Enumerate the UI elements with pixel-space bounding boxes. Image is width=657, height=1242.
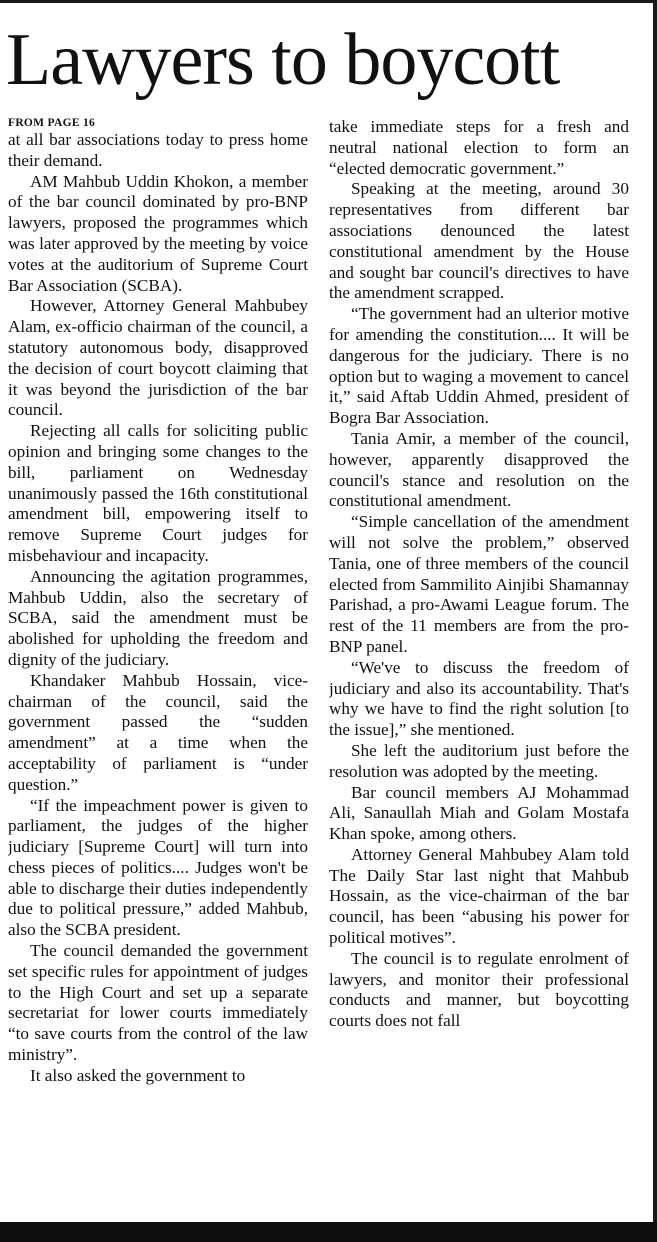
paragraph: “Simple cancellation of the amendment will not solve the problem,” observed Tania, one of three members of the council elected from Sammilito Ainjibi Shamannay Parishad, a pro-Awami League forum. The rest of the 11 members are from the pro-BNP panel. (329, 512, 629, 656)
paragraph: take immediate steps for a fresh and neutral national election to form an “elected democratic government.” (329, 117, 629, 178)
paragraph: Rejecting all calls for soliciting public opinion and bringing some changes to the bill, parliament on Wednesday unanimously passed the 16th constitutional amendment bill, empowering itself to remove Supreme Court judges for misbehaviour and incapacity. (8, 421, 308, 565)
bottom-border-rule (0, 1222, 657, 1242)
top-border-rule (0, 0, 657, 3)
paragraph: Khandaker Mahbub Hossain, vice-chairman of the council, said the government passed the “sudden amendment” at a time when the acceptability of parliament is “under question.” (8, 670, 308, 794)
paragraph: Speaking at the meeting, around 30 representatives from different bar associations denounced the latest constitutional amendment by the House and sought bar council's directives to have the amendment scrapped. (329, 179, 629, 303)
article-column-right (329, 117, 629, 1032)
paragraph: Attorney General Mahbubey Alam told The Daily Star last night that Mahbub Hossain, as the vice-chairman of the bar council, has been “abusing his power for political motives”. (329, 844, 629, 948)
dateline: FROM PAGE 16 (8, 117, 96, 129)
right-border-rule (653, 0, 657, 1222)
paragraph: Bar council members AJ Mohammad Ali, Sanaullah Miah and Golam Mostafa Khan spoke, among others. (329, 782, 629, 844)
paragraph: at all bar associations today to press home their demand. (8, 130, 308, 170)
paragraph: AM Mahbub Uddin Khokon, a member of the bar council dominated by pro-BNP lawyers, proposed the programmes which was later approved by the meeting by voice votes at the auditorium of Supreme Court Bar Association (SCBA). (8, 171, 308, 295)
paragraph: The council demanded the government set specific rules for appointment of judges to the High Court and set up a separate secretariat for lower courts immediately “to save courts from the control of the law ministry”. (8, 941, 308, 1065)
paragraph: She left the auditorium just before the resolution was adopted by the meeting. (329, 740, 629, 781)
paragraph: “We've to discuss the freedom of judiciary and also its accountability. That's why we have to find the right solution [to the issue],” she mentioned. (329, 657, 629, 740)
paragraph: The council is to regulate enrolment of lawyers, and monitor their professional conducts and manner, but boycotting courts does not fall (329, 948, 629, 1031)
paragraph: Announcing the agitation programmes, Mahbub Uddin, also the secretary of SCBA, said the amendment must be abolished for upholding the freedom and dignity of the judiciary. (8, 566, 308, 669)
article-column-left (8, 116, 308, 1087)
paragraph: Tania Amir, a member of the council, however, apparently disapproved the council's stance and resolution on the constitutional amendment. (329, 428, 629, 511)
paragraph: However, Attorney General Mahbubey Alam, ex-officio chairman of the council, a statutory autonomous body, disapproved the decision of court boycott claiming that it was beyond the jurisdiction of the bar council. (8, 296, 308, 420)
paragraph: “The government had an ulterior motive for amending the constitution.... It will be dangerous for the judiciary. There is no option but to waging a movement to cancel it,” said Aftab Uddin Ahmed, president of Bogra Bar Association. (329, 304, 629, 428)
paragraph: It also asked the government to (30, 1065, 246, 1085)
headline: Lawyers to boycott (6, 19, 560, 101)
paragraph: “If the impeachment power is given to parliament, the judges of the higher judiciary [Supreme Court] will turn into chess pieces of politics.... Judges won't be able to discharge their duties independently due to political pressure,” added Mahbub, also the SCBA president. (8, 795, 308, 940)
